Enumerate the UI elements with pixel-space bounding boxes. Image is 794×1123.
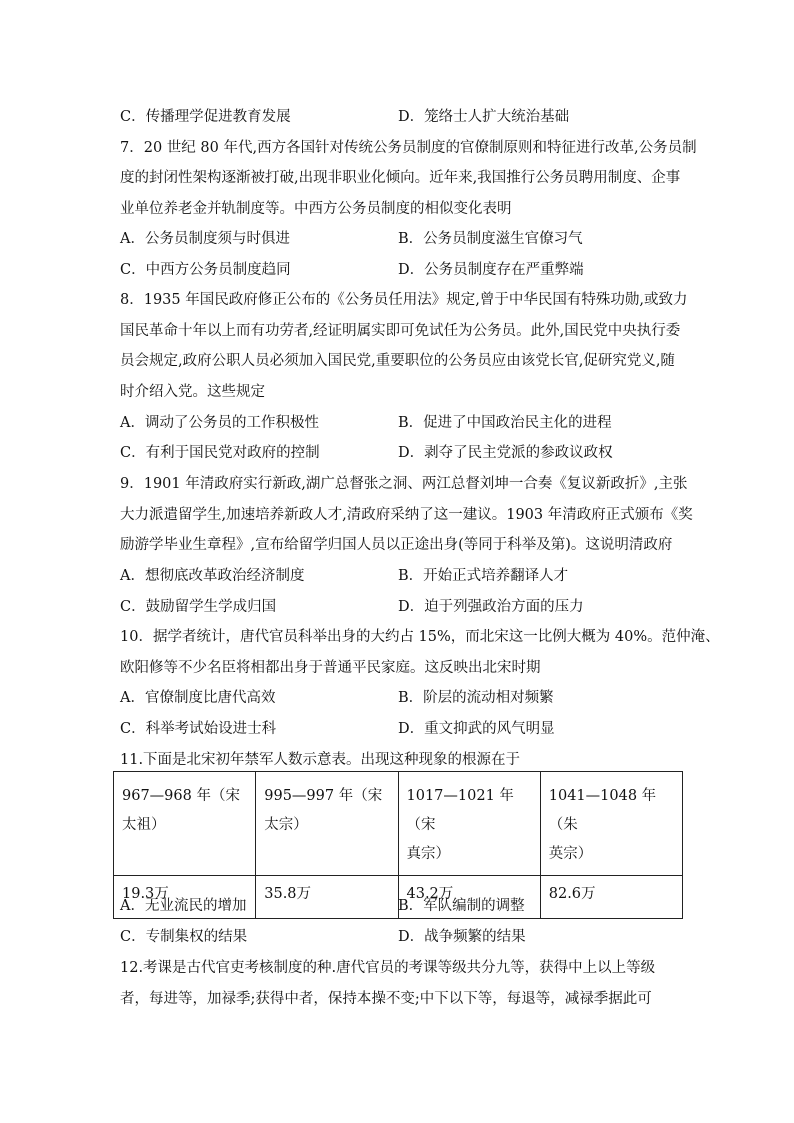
q8-stem-line: 时介绍入党。这些规定 xyxy=(120,384,265,400)
q9-stem-line: 9．1901 年清政府实行新政,湖广总督张之洞、两江总督刘坤一合奏《复议新政折》,主张 xyxy=(120,476,688,492)
q9-option-a: A．想彻底改革政治经济制度 xyxy=(120,568,305,584)
q8-stem-line: 8．1935 年国民政府修正公布的《公务员任用法》规定,曾于中华民国有特殊功勋,或致力 xyxy=(120,292,688,308)
q10-option-b: B．阶层的流动相对频繁 xyxy=(398,690,554,706)
table-cell: 35.8万 xyxy=(256,876,398,919)
q10-option-d: D．重文抑武的风气明显 xyxy=(398,721,555,737)
q9-option-b: B．开始正式培养翻译人才 xyxy=(398,568,569,584)
table-cell: 19.3万 xyxy=(114,876,256,919)
q10-option-a: A．官僚制度比唐代高效 xyxy=(120,690,276,706)
q7-stem-line: 度的封闭性架构逐渐被打破,出现非职业化倾向。近年来,我国推行公务员聘用制度、企事 xyxy=(120,170,681,186)
q10-stem-line: 欧阳修等不少名臣将相都出身于普通平民家庭。这反映出北宋时期 xyxy=(120,660,541,676)
q8-stem-line: 国民革命十年以上而有功劳者,经证明属实即可免试任为公务员。此外,国民党中央执行委 xyxy=(120,323,681,339)
q9-stem-line: 大力派遣留学生,加速培养新政人才,清政府采纳了这一建议。1903 年清政府正式颁布《奖 xyxy=(120,507,693,523)
q7-option-a: A．公务员制度须与时俱进 xyxy=(120,231,290,247)
q11-option-c: C．专制集权的结果 xyxy=(120,929,248,945)
q6-option-d: D．笼络士人扩大统治基础 xyxy=(398,109,570,125)
table-header-cell: 995—997 年（宋 太宗） xyxy=(256,772,398,876)
q8-option-b: B．促进了中国政治民主化的进程 xyxy=(398,415,612,431)
table-header-cell: 1041—1048 年（朱 英宗） xyxy=(540,772,682,876)
q10-option-c: C．科举考试始设进士科 xyxy=(120,721,277,737)
q9-option-c: C．鼓励留学生学成归国 xyxy=(120,599,277,615)
table-header-row xyxy=(114,772,683,876)
q7-stem-line: 业单位养老金并轨制度等。中西方公务员制度的相似变化表明 xyxy=(120,201,512,217)
table-header-cell: 1017—1021 年（宋 真宗） xyxy=(398,772,540,876)
q9-stem-line: 励游学毕业生章程》,宣布给留学归国人员以正途出身(等同于科举及第)。这说明清政府 xyxy=(120,537,673,553)
q7-stem-line: 7．20 世纪 80 年代,西方各国针对传统公务员制度的官僚制原则和特征进行改革,公务员制 xyxy=(120,140,697,156)
table-cell: 43.2万 xyxy=(398,876,540,919)
q11-option-b: B．军队编制的调整 xyxy=(398,898,525,914)
q8-option-d: D．剥夺了民主党派的参政议政权 xyxy=(398,445,613,461)
q11-option-a: A．无业流民的增加 xyxy=(120,898,247,914)
q11-option-d: D．战争频繁的结果 xyxy=(398,929,526,945)
q11-stem-line: 11.下面是北宋初年禁军人数示意表。出现这种现象的根源在于 xyxy=(120,752,521,768)
q9-option-d: D．迫于列强政治方面的压力 xyxy=(398,599,584,615)
table-header-cell: 967—968 年（宋 太祖） xyxy=(114,772,256,876)
q7-option-b: B．公务员制度滋生官僚习气 xyxy=(398,231,583,247)
q8-stem-line: 员会规定,政府公职人员必须加入国民党,重要职位的公务员应由该党长官,促研究党义,随 xyxy=(120,353,675,369)
q12-stem-line: 12.考课是古代官吏考核制度的种.唐代官员的考课等级共分九等，获得中上以上等级 xyxy=(120,960,656,976)
table-cell: 82.6万 xyxy=(540,876,682,919)
q8-option-c: C．有利于国民党对政府的控制 xyxy=(120,445,320,461)
q7-option-c: C．中西方公务员制度趋同 xyxy=(120,262,291,278)
q8-option-a: A．调动了公务员的工作积极性 xyxy=(120,415,319,431)
q10-stem-line: 10．据学者统计，唐代官员科举出身的大约占 15%，而北宋这一比例大概为 40%。范仲淹、 xyxy=(120,629,720,645)
q7-option-d: D．公务员制度存在严重弊端 xyxy=(398,262,584,278)
q12-stem-line: 者，每进等，加禄季;获得中者，保持本操不变;中下以下等，每退等，减禄季据此可 xyxy=(120,991,652,1007)
q6-option-c: C．传播理学促进教育发展 xyxy=(120,109,291,125)
